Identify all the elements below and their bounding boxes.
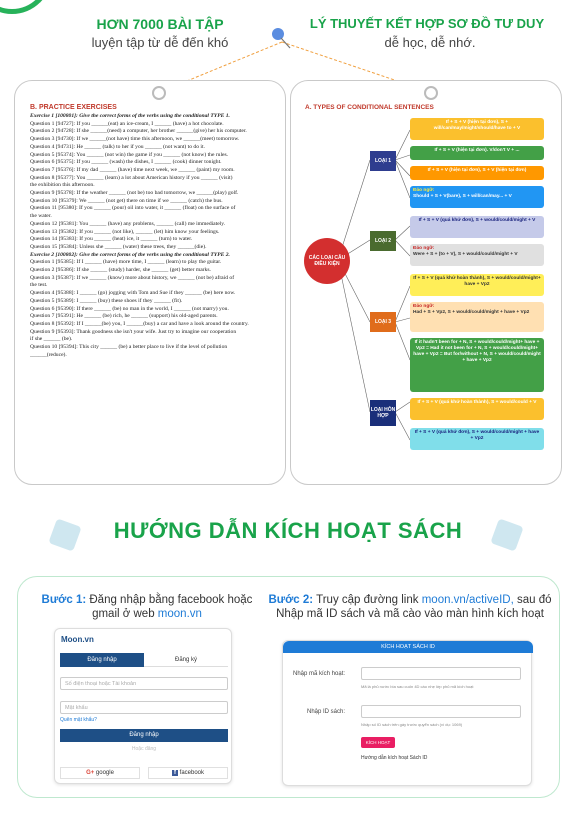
or-divider: Hoặc đăng [131,746,157,752]
left-feature-title: HƠN 7000 BÀI TẬP [96,16,224,32]
facebook-icon: f [173,770,176,776]
rule-3c: If it hadn't been for + N, S + would/could/might+ have + Vp2 = Had it not been for + N, S + would/could/might+ have + Vp2 = But for/without + N, S + would/could/might + have + Vp2 [410,338,544,392]
activation-header: KÍCH HOẠT SÁCH ID [283,641,533,653]
rule-2b: Đảo ngữ: Were + S + (to + V), S + would/could/might + V [410,244,544,266]
google-login-button[interactable]: G+ google [60,767,140,779]
login-submit-button[interactable]: Đăng nhập [60,729,228,742]
rule-1d: Đảo ngữ: Should + S + V(bare), S + will/can/may... + V [410,186,544,208]
practice-line: the test. [30,282,48,289]
practice-list [30,113,278,360]
password-input[interactable]: Mật khẩu [60,701,228,714]
step-1-text: Bước 1: Đăng nhập bằng facebook hoặc gmail ở web moon.vn [41,594,253,620]
moon-link[interactable]: moon.vn [157,608,202,620]
rule-1c: If + S + V (hiện tại đơn), S + V (hiện tại đơn) [410,166,544,180]
left-feature-subtitle: luyện tập từ dễ đến khó [91,35,229,50]
id-label: Nhập ID sách: [307,709,346,715]
forgot-password-link[interactable]: Quên mật khẩu? [60,717,97,723]
activation-card [282,640,532,786]
activate-button[interactable]: KÍCH HOẠT [361,737,395,748]
practice-line: Question 9 [95378]: If the weather ______ (not be) too bad tomorrow, we ______(play) golf. [30,190,239,197]
practice-line: Question 5 [95389]: I ______ (buy) these shoes if they ______ (fit). [30,297,183,304]
practice-line: Question 10 [95394]: This city ______ (be) a better place to live if the level of pollution [30,344,228,351]
practice-line: Question 6 [95390]: If there ______ (be) no man in the world, I ______ (not marry) you. [30,305,229,312]
rule-2a: If + S + V (quá khứ đơn), S + would/could/might + V [410,216,544,238]
book-id-input[interactable] [361,705,521,718]
moon-logo: Moon.vn [61,635,94,644]
practice-line: Question 1 [95385]: If I ______ (have) more time, I ______ (learn) to play the guitar. [30,259,222,266]
practice-line: Question 11 [95380]: If you ______ (pour) oil into water, it ______ (float) on the surface of [30,205,236,212]
practice-line: Question 2 [95386]: If she ______ (study) harder, she ______ (get) better marks. [30,267,211,274]
loai-hon-hop-node: LOẠI HỖN HỢP [370,400,396,426]
practice-line: the water. [30,213,52,220]
practice-line: Question 8 [95377]: You ______ (learn) a lot about American history if you ______ (visit) [30,174,233,181]
practice-line: Question 3 [94730]: If we ______(not have) time this afternoon, we ______(meet) tomorrow. [30,136,240,143]
rule-4a: If + S + V (quá khứ hoàn thành), S + would/could + V [410,398,544,420]
practice-line: Question 13 [95382]: If you ______ (not like), ______ (let) him know your feelings. [30,228,220,235]
practice-line: Question 12 [95381]: You ______ (have) any problems, ______ (call) me immediately. [30,220,226,227]
activation-guide-title: HƯỚNG DẪN KÍCH HOẠT SÁCH [113,518,463,543]
facebook-login-button[interactable]: f facebook [148,767,228,779]
rule-1b: If + S + V (hiện tại đơn). V/don't V + ... [410,146,544,160]
tab-login[interactable]: Đăng nhập [60,653,144,667]
practice-line: Question 4 [95388]: I ______ (go) jogging with Tom and Sue if they ______ (be) here now. [30,290,236,297]
practice-line: Question 10 [95379]: We ______ (not get) there on time if we ______ (catch) the bus. [30,197,223,204]
practice-line: Question 15 [95384]: Unless she ______ (water) these trees, they ______(die). [30,243,207,250]
center-node: CÁC LOẠI CÂU ĐIỀU KIỆN [304,238,350,284]
rule-1a: If + S + V (hiện tại đơn), S + will/can/may/might/should/have to + V [410,118,544,140]
step-2-text: Bước 2: Truy cập đường link moon.vn/activeID, sau đó Nhập mã ID sách và mã cào vào màn hình kích hoạt [268,594,552,620]
activation-code-input[interactable] [361,667,521,680]
right-feature-subtitle: dễ học, dễ nhớ. [384,35,476,50]
right-feature-title: LÝ THUYẾT KẾT HỢP SƠ ĐỒ TƯ DUY [309,16,545,31]
google-icon: G+ [86,770,95,776]
login-card [54,628,232,784]
loai-2-node: LOẠI 2 [370,231,396,251]
practice-line: Question 14 [95383]: If you ______ (heat) ice, it ______ (turn) to water. [30,236,193,243]
practice-line: Question 8 [95392]: If I ______(be) you, I ______(buy) a car and have a look around the country. [30,320,249,327]
activeid-link[interactable]: moon.vn/activeID, [421,594,514,606]
practice-line: Question 7 [95391]: He ______ (be) rich, he ______ (support) his old-aged parents. [30,313,218,320]
practice-line: Question 2 [94728]: If she ______(need) a computer, her brother ______(give) her his computer. [30,128,247,135]
practice-line: Question 5 [95374]: You ______ (not win) the game if you ______ (not know) the rules. [30,151,229,158]
practice-line: Question 7 [95376]: If my dad ______ (have) time next week, we ______ (paint) my room. [30,166,235,173]
tab-register[interactable]: Đăng ký [144,653,228,667]
practice-line: Question 6 [95375]: If you ______ (wash) the dishes, I ______ (cook) dinner tonight. [30,159,222,166]
rule-4b: If + S + V (quá khứ đơn), S + would/could/might + have + Vp2 [410,428,544,450]
code-label: Nhập mã kích hoạt: [293,671,346,677]
loai-1-node: LOẠI 1 [370,151,396,171]
practice-line: ______(reduce). [30,351,67,358]
code-hint: Mã là phủ nước bìa sau cuốn 4D cào nhẹ lớp phủ mã kích hoạt [361,684,474,689]
panel-ring-icon [424,86,438,100]
practice-line: the exhibition this afternoon. [30,182,95,189]
phone-input[interactable]: Số điện thoại hoặc Tài khoản [60,677,228,690]
practice-heading: B. PRACTICE EXERCISES [30,104,117,111]
practice-line: Exercise 2 [100802]: Give the correct forms of the verbs using the conditional TYPE 2. [30,251,230,258]
id-hint: Nhập số ID sách trên gáy trước quyển sách (ví dụ: 1069) [361,722,463,727]
practice-line: Question 9 [95393]: Thank goodness she isn't your wife. Just try to imagine our cooperation [30,328,237,335]
activation-guide-link[interactable]: Hướng dẫn kích hoạt Sách ID [361,755,428,761]
types-heading: A. TYPES OF CONDITIONAL SENTENCES [305,104,434,111]
panel-ring-icon [152,86,166,100]
practice-line: Question 3 [95387]: If we ______ (know) more about history, we ______ (not be) afraid of [30,274,235,281]
practice-line: Question 1 [94727]: If you ______(eat) an ice-cream, I ______ (have) a hot chocolate. [30,120,224,127]
practice-line: if she ______ (be). [30,336,73,343]
rule-3b: Đảo ngữ: Had + S + Vp2, S + would/could/might + have + Vp2 [410,302,544,332]
practice-line: Question 4 [94731]: He ______ (talk) to her if you ______ (not want) to do it. [30,143,205,150]
rule-3a: If + S + V (quá khứ hoàn thành), S + would/could/might+ have + Vp2 [410,274,544,296]
loai-3-node: LOẠI 3 [370,312,396,332]
practice-line: Exercise 1 [100801]: Give the correct forms of the verbs using the conditional TYPE 1. [30,113,230,119]
